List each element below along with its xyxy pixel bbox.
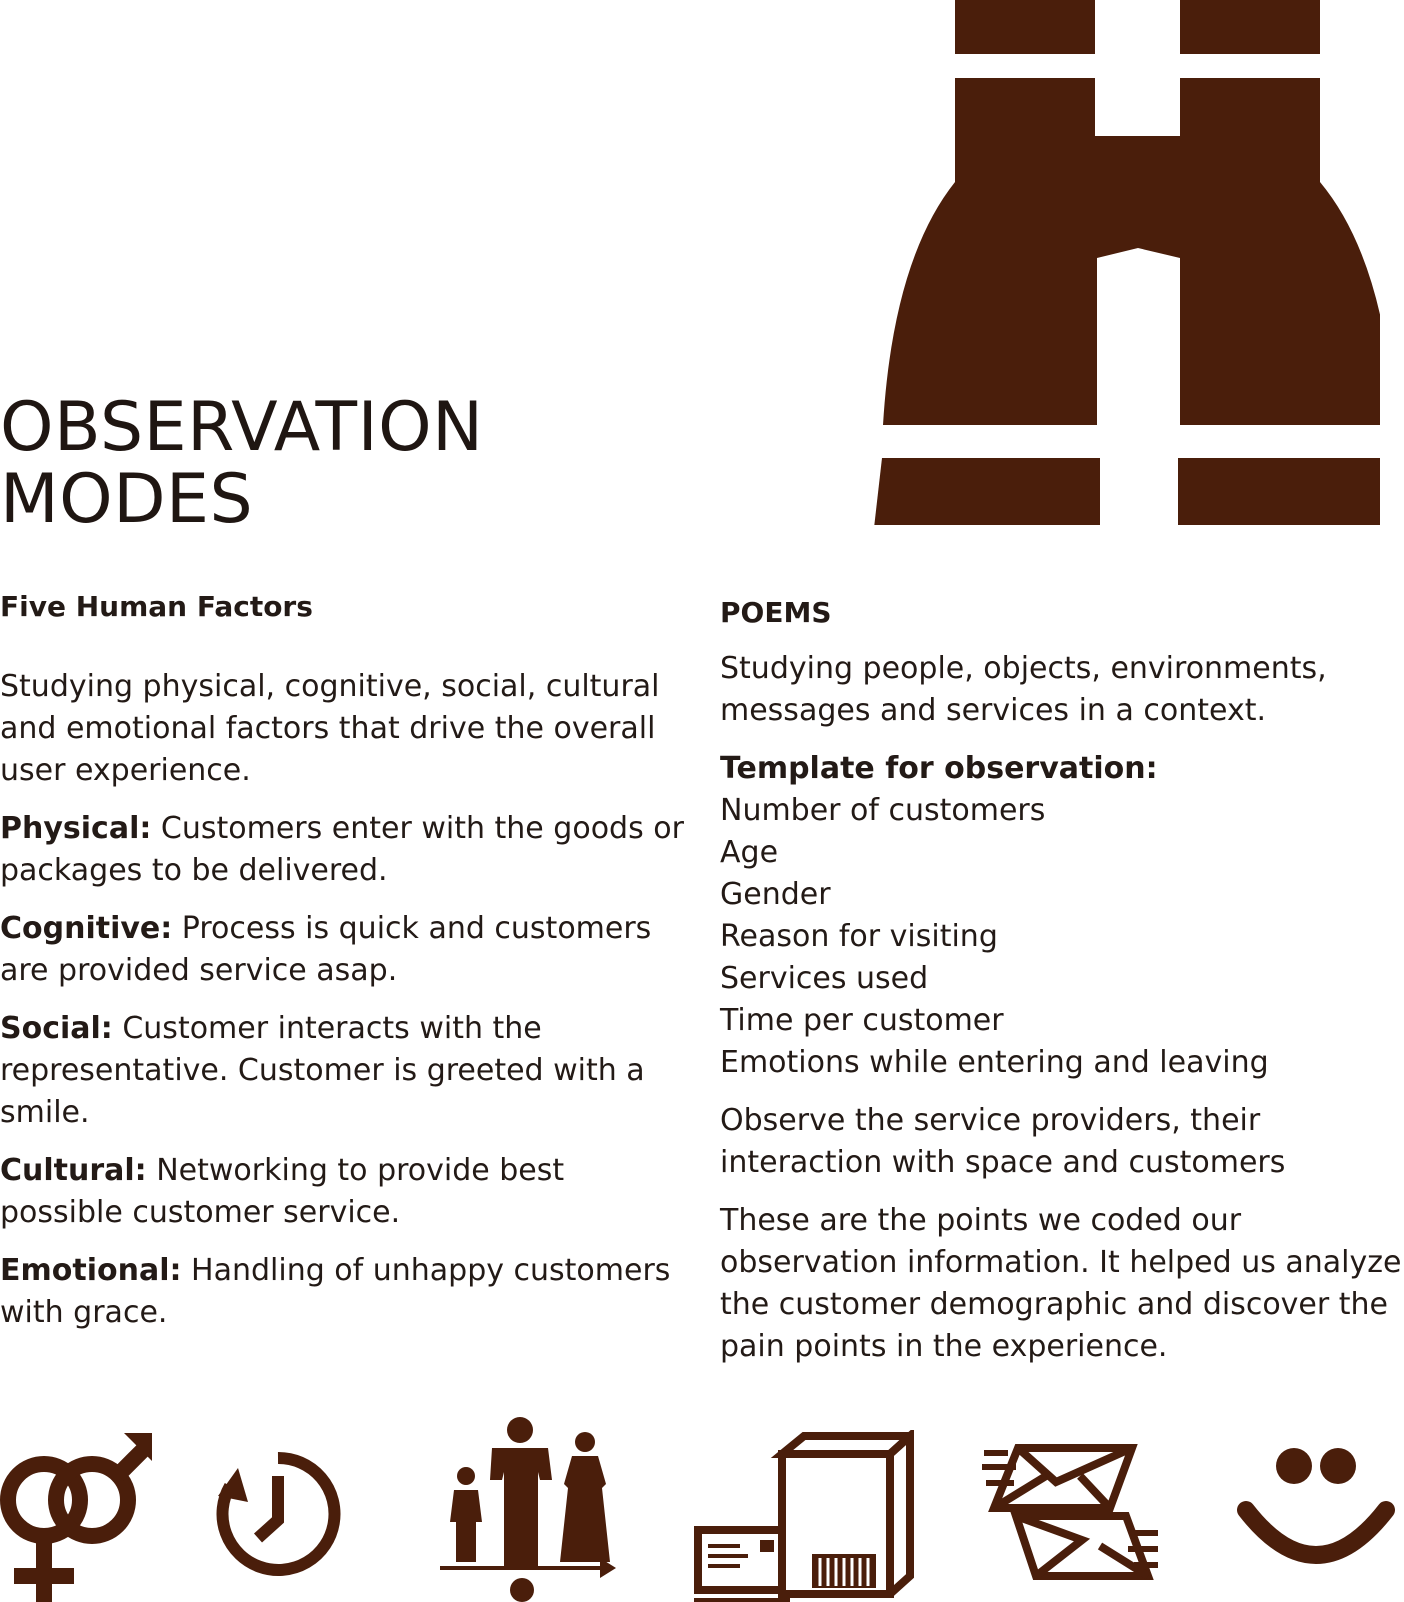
- factor-text: Networking to provide best possible customer service.: [0, 1153, 565, 1230]
- human-factors-heading: Five Human Factors: [0, 590, 313, 623]
- title-line-1: OBSERVATION: [0, 388, 484, 467]
- factor-physical: [0, 808, 690, 892]
- clock-history-icon: [212, 1446, 348, 1578]
- factor-cultural: [0, 1150, 690, 1234]
- factor-label: Social:: [0, 1011, 113, 1046]
- list-item: Emotions while entering and leaving: [720, 1045, 1269, 1080]
- package-letter-icon: [694, 1430, 914, 1602]
- template-heading-text: Template for observation:: [720, 751, 1158, 786]
- factor-social: [0, 1008, 690, 1134]
- family-age-icon: [440, 1414, 620, 1602]
- factor-text: Handling of unhappy customers with grace.: [0, 1253, 671, 1330]
- list-item: Reason for visiting: [720, 919, 998, 954]
- factor-label: Physical:: [0, 811, 152, 846]
- template-heading: [720, 748, 1404, 790]
- smiley-face-icon: [1236, 1440, 1396, 1570]
- title-line-2: MODES: [0, 460, 254, 539]
- list-item: Gender: [720, 877, 831, 912]
- binoculars-icon: [850, 0, 1380, 525]
- list-item: Age: [720, 835, 779, 870]
- factor-emotional: [0, 1250, 690, 1334]
- template-list: [720, 790, 1404, 1084]
- poems-section: [720, 592, 1404, 1368]
- factor-label: Cultural:: [0, 1153, 147, 1188]
- poems-heading: POEMS: [720, 596, 832, 629]
- factor-text: Customer interacts with the representative. Customer is greeted with a smile.: [0, 1011, 645, 1130]
- factor-cognitive: [0, 908, 690, 992]
- poems-intro: Studying people, objects, environments, messages and services in a context.: [720, 651, 1327, 728]
- factor-text: Process is quick and customers are provided service asap.: [0, 911, 652, 988]
- gender-symbols-icon: [0, 1425, 160, 1602]
- page-title: [0, 388, 484, 539]
- list-item: Number of customers: [720, 793, 1046, 828]
- list-item: Services used: [720, 961, 929, 996]
- factor-text: Customers enter with the goods or packages to be delivered.: [0, 811, 684, 888]
- human-factors-section: [0, 586, 690, 1334]
- observe-paragraph: Observe the service providers, their interaction with space and customers: [720, 1103, 1286, 1180]
- mail-envelopes-icon: [982, 1440, 1162, 1580]
- coding-paragraph: These are the points we coded our observation information. It helped us analyze the customer demographic and discover the pain points in the experience.: [720, 1203, 1402, 1364]
- human-factors-intro: Studying physical, cognitive, social, cultural and emotional factors that drive the overall user experience.: [0, 669, 660, 788]
- factor-label: Emotional:: [0, 1253, 182, 1288]
- list-item: Time per customer: [720, 1003, 1004, 1038]
- factor-label: Cognitive:: [0, 911, 173, 946]
